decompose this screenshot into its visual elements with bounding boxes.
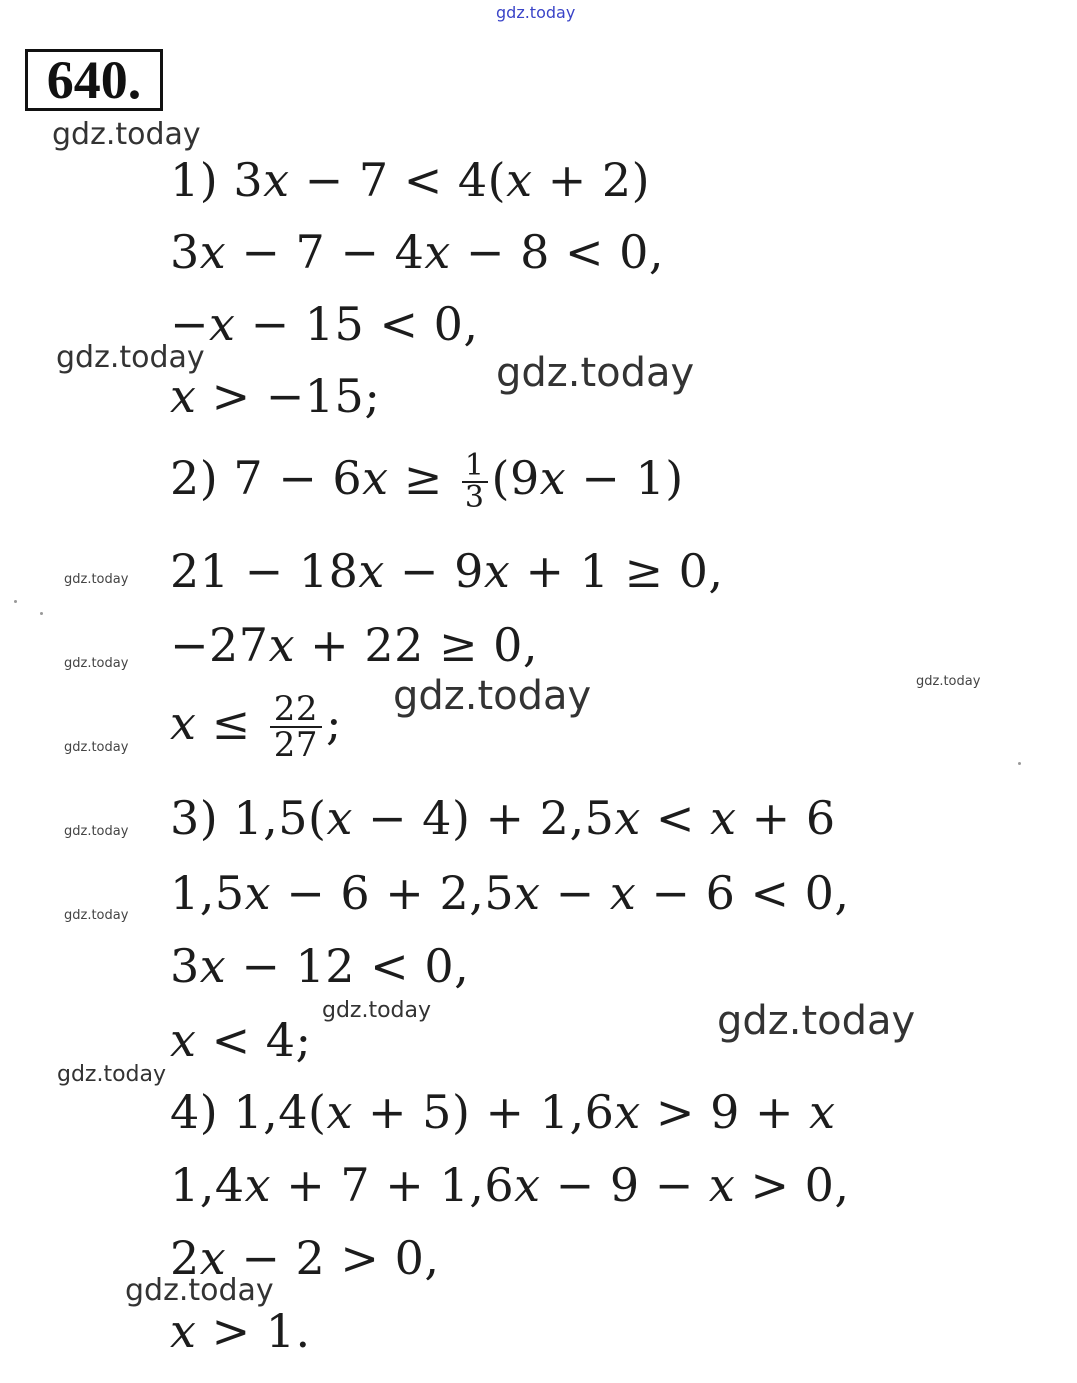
part-3-line-1: 3) 1,5(x − 4) + 2,5x < x + 6 [170,791,836,845]
part-3-line-2: 1,5x − 6 + 2,5x − x − 6 < 0, [170,866,850,920]
part-4-line-2: 1,4x + 7 + 1,6x − 9 − x > 0, [170,1158,850,1212]
scan-speck [40,612,43,615]
watermark: gdz.today [64,824,129,839]
watermark: gdz.today [125,1273,274,1308]
part-1-line-2: 3x − 7 − 4x − 8 < 0, [170,225,665,279]
fraction: $\frac{22}{27}$ [270,692,322,762]
watermark: gdz.today [64,908,129,923]
watermark: gdz.today [393,673,592,719]
part-2-answer: x ≤ $\frac{22}{27}$ ; [170,689,343,765]
part-1-answer: x > −15; [170,369,381,423]
part-4-answer: x > 1. [170,1304,311,1358]
part-4-line-1: 4) 1,4(x + 5) + 1,6x > 9 + x [170,1085,836,1139]
scan-speck [1018,762,1021,765]
scan-speck [14,600,17,603]
problem-number: 640. [25,49,163,111]
part-4-line-3: 2x − 2 > 0, [170,1231,440,1285]
watermark-top: gdz.today [496,3,576,22]
part-1-line-3: −x − 15 < 0, [170,297,479,351]
watermark: gdz.today [57,1062,167,1087]
watermark: gdz.today [64,656,129,671]
watermark: gdz.today [64,740,129,755]
watermark: gdz.today [916,674,981,689]
part-2-line-3: −27x + 22 ≥ 0, [170,618,539,672]
part-1-line-1: 1) 3x − 7 < 4(x + 2) [170,153,651,207]
watermark: gdz.today [717,998,916,1044]
watermark: gdz.today [52,117,201,152]
fraction: $\frac{1}{3}$ [462,451,488,513]
watermark: gdz.today [322,998,432,1023]
watermark: gdz.today [64,572,129,587]
part-3-line-3: 3x − 12 < 0, [170,939,470,993]
part-3-answer: x < 4; [170,1013,312,1067]
watermark: gdz.today [56,340,205,375]
watermark: gdz.today [496,350,695,396]
part-2-line-2: 21 − 18x − 9x + 1 ≥ 0, [170,544,724,598]
part-2-line-1: 2) 7 − 6x ≥ $\frac{1}{3}$ (9x − 1) [170,448,684,515]
